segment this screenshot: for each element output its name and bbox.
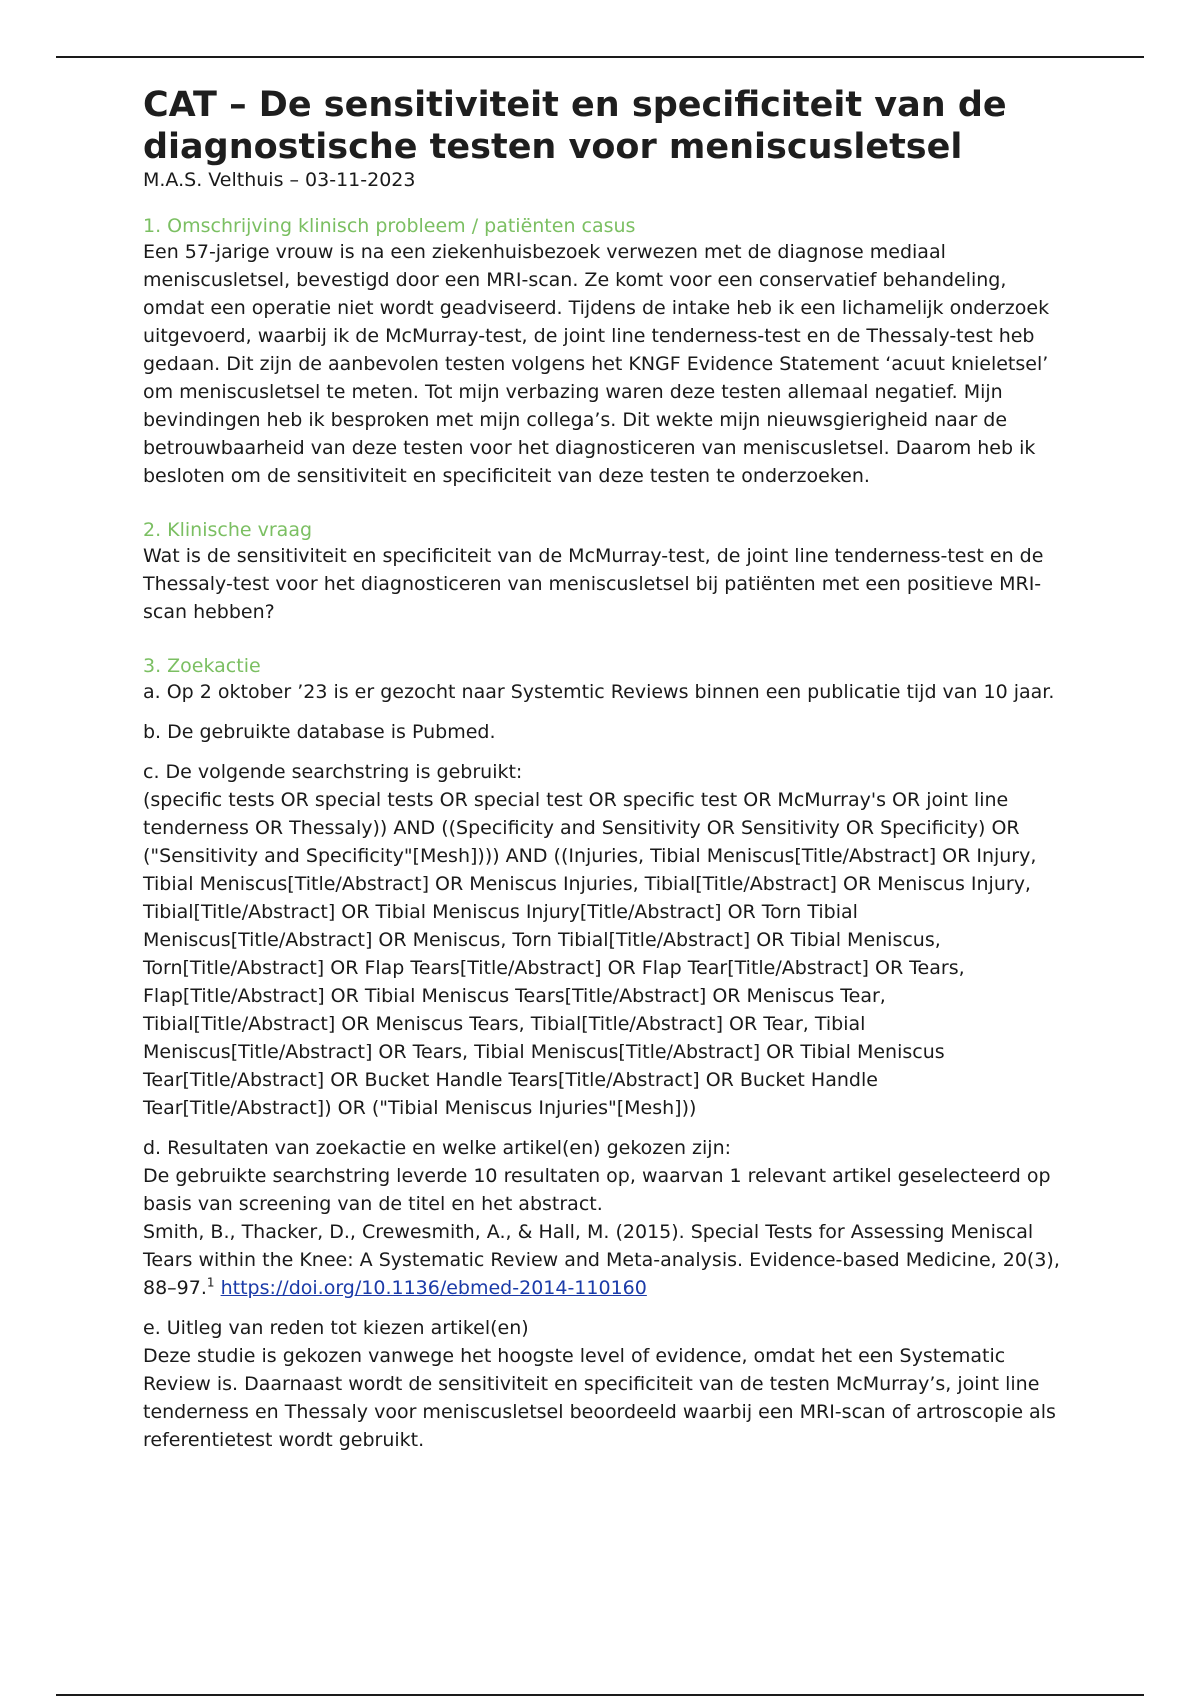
section-search bbox=[143, 654, 1063, 1454]
document-title: CAT – De sensitiviteit en specificiteit van de diagnostische testen voor meniscusletsel bbox=[143, 85, 1007, 167]
bottom-rule bbox=[56, 1694, 1144, 1696]
doi-link[interactable]: https://doi.org/10.1136/ebmed-2014-110160 bbox=[220, 1277, 647, 1299]
section-body: Een 57-jarige vrouw is na een ziekenhuisbezoek verwezen met de diagnose mediaal meniscusletsel, bevestigd door een MRI-scan. Ze komt voor een conservatief behandeling, omdat een operatie niet wordt geadviseerd. Tijdens de intake heb ik een lichamelijk onderzoek uitgevoerd, waarbij ik de McMurray-test, de joint line tenderness-test en de Thessaly-test heb gedaan. Dit zijn de aanbevolen testen volgens het KNGF Evidence Statement ‘acuut knieletsel’ om meniscusletsel te meten. Tot mijn verbazing waren deze testen allemaal negatief. Mijn bevindingen heb ik besproken met mijn collega’s. Dit wekte mijn nieuwsgierigheid naar de betrouwbaarheid van deze testen voor het diagnosticeren van meniscusletsel. Daarom heb ik besloten om de sensitiviteit en specificiteit van deze testen te onderzoeken. bbox=[143, 241, 1050, 487]
search-date-text: a. Op 2 oktober ’23 is er gezocht naar Systemtic Reviews binnen een publicatie tijd van 10 jaar. bbox=[143, 681, 1055, 703]
section-clinical-problem bbox=[143, 214, 1063, 490]
search-item-d bbox=[143, 1134, 1063, 1302]
section-heading: 3. Zoekactie bbox=[143, 655, 261, 677]
top-rule bbox=[56, 56, 1144, 58]
section-body: Wat is de sensitiviteit en specificiteit van de McMurray-test, de joint line tenderness-test en de Thessaly-test voor het diagnosticeren van meniscusletsel bij patiënten met een positieve MRI-scan hebben? bbox=[143, 545, 1044, 623]
section-heading: 2. Klinische vraag bbox=[143, 519, 313, 541]
reason-body: Deze studie is gekozen vanwege het hoogste level of evidence, omdat het een Systematic Review is. Daarnaast wordt de sensitiviteit en specificiteit van de testen McMurray’s, joint line tenderness en Thessaly voor meniscusletsel beoordeeld waarbij een MRI-scan of artroscopie als referentietest wordt gebruikt. bbox=[143, 1345, 1056, 1451]
results-body: De gebruikte searchstring leverde 10 resultaten op, waarvan 1 relevant artikel geselecteerd op basis van screening van de titel en het abstract. bbox=[143, 1165, 1051, 1215]
database-text: b. De gebruikte database is Pubmed. bbox=[143, 721, 496, 743]
footnote-marker: 1 bbox=[206, 1275, 215, 1290]
author-date: M.A.S. Velthuis – 03-11-2023 bbox=[143, 169, 416, 191]
reason-label: e. Uitleg van reden tot kiezen artikel(en) bbox=[143, 1317, 529, 1339]
citation bbox=[143, 1218, 1063, 1302]
search-item-e bbox=[143, 1314, 1063, 1454]
results-label: d. Resultaten van zoekactie en welke artikel(en) gekozen zijn: bbox=[143, 1137, 732, 1159]
section-clinical-question bbox=[143, 518, 1063, 626]
search-item-b bbox=[143, 718, 1063, 746]
search-item-c bbox=[143, 758, 1063, 1122]
search-item-a bbox=[143, 678, 1063, 706]
searchstring: (specific tests OR special tests OR special test OR specific test OR McMurray's OR joint line tenderness OR Thessaly)) AND ((Specificity and Sensitivity OR Sensitivity OR Specificity) OR ("Sensitivity and Specificity"[Mesh]))) AND ((Injuries, Tibial Meniscus[Title/Abstract] OR Injury, Tibial Meniscus[Title/Abstract] OR Meniscus Injuries, Tibial[Title/Abstract] OR Meniscus Injury, Tibial[Title/Abstract] OR Tibial Meniscus Injury[Title/Abstract] OR Torn Tibial Meniscus[Title/Abstract] OR Meniscus, Torn Tibial[Title/Abstract] OR Tibial Meniscus, Torn[Title/Abstract] OR Flap Tears[Title/Abstract] OR Flap Tear[Title/Abstract] OR Tears, Flap[Title/Abstract] OR Tibial Meniscus Tears[Title/Abstract] OR Meniscus Tear, Tibial[Title/Abstract] OR Meniscus Tears, Tibial[Title/Abstract] OR Tear, Tibial Meniscus[Title/Abstract] OR Tears, Tibial Meniscus[Title/Abstract] OR Tibial Meniscus Tear[Title/Abstract] OR Bucket Handle Tears[Title/Abstract] OR Bucket Handle Tear[Title/Abstract]) OR ("Tibial Meniscus Injuries"[Mesh])) bbox=[143, 789, 1037, 1119]
searchstring-label: c. De volgende searchstring is gebruikt: bbox=[143, 761, 523, 783]
document-page bbox=[143, 84, 1063, 1482]
section-heading: 1. Omschrijving klinisch probleem / patiënten casus bbox=[143, 215, 636, 237]
citation-text: Smith, B., Thacker, D., Crewesmith, A., & Hall, M. (2015). Special Tests for Assessing Meniscal Tears within the Knee: A Systematic Review and Meta-analysis. Evidence-based Medicine, 20(3), 88–97. bbox=[143, 1221, 1060, 1299]
